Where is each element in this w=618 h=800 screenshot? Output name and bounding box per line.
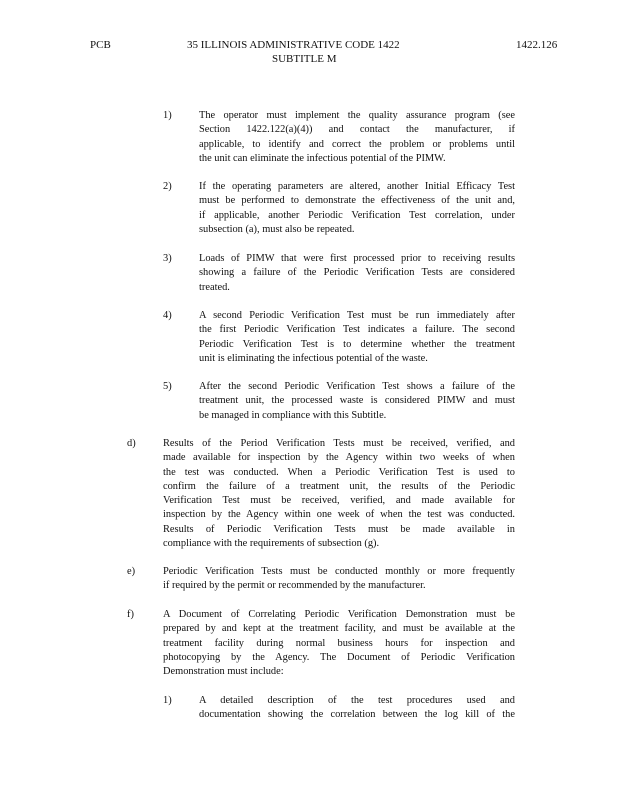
text-line: Periodic Verification Test is to determine whether the treatment — [199, 338, 515, 350]
text-line: the test was conducted. When a Periodic Verification Test is used to — [163, 466, 515, 478]
item-text — [163, 565, 515, 594]
item-text — [199, 180, 515, 237]
text-line: subsection (a), must also be repeated. — [199, 223, 355, 235]
item-text — [199, 252, 515, 295]
item-label: 1) — [163, 110, 172, 121]
text-line: Section 1422.122(a)(4)) and contact the manufacturer, if — [199, 124, 515, 136]
text-line: treatment facility during normal business hours for inspection and — [163, 637, 515, 649]
text-line: treated. — [199, 281, 230, 293]
header-code-title: 35 ILLINOIS ADMINISTRATIVE CODE 1422 — [187, 39, 400, 51]
item-text — [163, 608, 515, 679]
text-line: photocopying by the Agency. The Document of Periodic Verification — [163, 651, 515, 663]
header-subtitle: SUBTITLE M — [272, 53, 337, 65]
item-label: 1) — [163, 695, 172, 706]
text-line: showing a failure of the Periodic Verification Tests are considered — [199, 267, 515, 279]
text-line: A Document of Correlating Periodic Verification Demonstration must be — [163, 609, 515, 620]
item-text — [199, 380, 515, 423]
item-label: d) — [127, 438, 136, 449]
text-line: inspection by the Agency within one week of when the test was conducted. — [163, 509, 515, 521]
text-line: Results of the Period Verification Tests must be received, verified, and — [163, 438, 515, 449]
text-line: if applicable, another Periodic Verification Test correlation, under — [199, 209, 515, 221]
header-section-number: 1422.126 — [516, 39, 558, 51]
text-line: Periodic Verification Tests must be conducted monthly or more frequently — [163, 566, 515, 577]
text-line: Demonstration must include: — [163, 666, 284, 678]
text-line: compliance with the requirements of subsection (g). — [163, 538, 380, 550]
text-line: made available for inspection by the Agency within two weeks of when — [163, 452, 515, 464]
item-label: e) — [127, 566, 136, 577]
text-line: The operator must implement the quality assurance program (see — [199, 110, 515, 121]
text-line: unit is eliminating the infectious potential of the waste. — [199, 352, 428, 364]
item-label: f) — [127, 609, 134, 620]
text-line: the unit can eliminate the infectious potential of the PIMW. — [199, 152, 446, 164]
text-line: A detailed description of the test procedures used and — [199, 695, 515, 706]
item-text — [199, 109, 515, 166]
text-line: must be performed to demonstrate the effectiveness of the unit and, — [199, 195, 515, 207]
item-label: 2) — [163, 181, 172, 192]
text-line: applicable, to identify and correct the problem or problems until — [199, 138, 515, 150]
item-text — [199, 694, 515, 723]
item-text — [163, 437, 515, 551]
text-line: Loads of PIMW that were first processed prior to receiving results — [199, 253, 515, 264]
item-label: 3) — [163, 253, 172, 264]
item-text — [199, 309, 515, 366]
text-line: prepared by and kept at the treatment facility, and must be available at the — [163, 623, 515, 635]
text-line: Verification Test must be received, verified, and made available for — [163, 495, 515, 507]
text-line: Results of Periodic Verification Tests must be made available in — [163, 523, 515, 535]
text-line: A second Periodic Verification Test must be run immediately after — [199, 310, 515, 321]
text-line: the first Periodic Verification Test indicates a failure. The second — [199, 324, 515, 336]
header-left-label: PCB — [90, 39, 111, 51]
item-label: 5) — [163, 381, 172, 392]
text-line: be managed in compliance with this Subtitle. — [199, 409, 387, 421]
text-line: If the operating parameters are altered, another Initial Efficacy Test — [199, 181, 515, 192]
text-line: if required by the permit or recommended by the manufacturer. — [163, 580, 426, 592]
text-line: documentation showing the correlation between the log kill of the — [199, 709, 515, 721]
text-line: After the second Periodic Verification Test shows a failure of the — [199, 381, 515, 392]
text-line: confirm the failure of a treatment unit, the results of the Periodic — [163, 480, 515, 492]
text-line: treatment unit, the processed waste is considered PIMW and must — [199, 395, 515, 407]
item-label: 4) — [163, 310, 172, 321]
